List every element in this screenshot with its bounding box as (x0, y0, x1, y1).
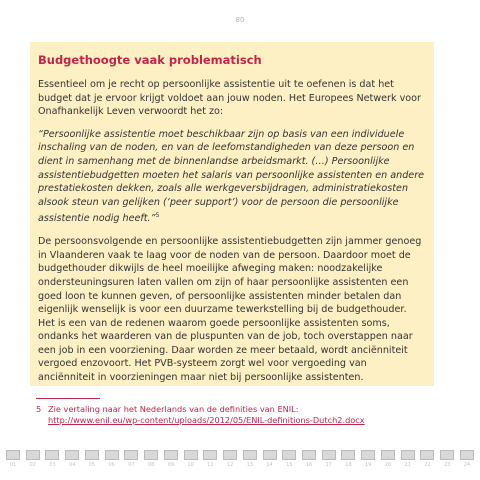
page-thumbnail[interactable] (43, 450, 61, 480)
page-thumbnail[interactable] (320, 450, 338, 480)
page-thumbnail-image (124, 450, 138, 460)
page-thumbnail[interactable] (438, 450, 456, 480)
page-thumbnail-label: 13 (246, 462, 253, 468)
page-thumbnail-image (361, 450, 375, 460)
page-thumbnail-image (105, 450, 119, 460)
quote-text: “Persoonlijke assistentie moet beschikbaar zijn op basis van een individuele inschaling van de noden, en van de leefomstandigheden van deze persoon en dient in samenhang met de binnenlandse arbeidsmarkt. (…) Persoonlijke assistentiebudgetten moeten het salaris van persoonlijke assistenten en andere prestatiekosten dekken, zoals alle werkgeversbijdragen, administratiekosten alsook steun van gelijken (‘peer support’) voor de persoon die persoonlijke assistentie nodig heeft.” (38, 128, 425, 225)
page-thumbnail[interactable] (399, 450, 417, 480)
page-thumbnail-label: 18 (345, 462, 352, 468)
page-thumbnail-image (203, 450, 217, 460)
page-thumbnail-label: 11 (207, 462, 214, 468)
page-thumbnail-image (6, 450, 20, 460)
page-thumbnail-label: 23 (443, 462, 451, 468)
page-thumbnail-image (341, 450, 355, 460)
page-thumbnail-label: 20 (384, 462, 392, 468)
page-thumbnail[interactable] (221, 450, 239, 480)
page-thumbnail[interactable] (280, 450, 298, 480)
page-thumbnail-label: 06 (108, 462, 115, 468)
footnote-divider (36, 398, 100, 399)
page-thumbnail[interactable] (24, 450, 42, 480)
page-thumbnail-label: 16 (305, 462, 313, 468)
page-thumbnail-image (65, 450, 79, 460)
page-thumbnail-image (26, 450, 40, 460)
page-thumbnail[interactable] (63, 450, 81, 480)
page-thumbnail-label: 05 (88, 462, 96, 468)
page-thumbnail[interactable] (339, 450, 357, 480)
page-thumbnail[interactable] (122, 450, 140, 480)
page-thumbnail-label: 08 (147, 462, 155, 468)
page-thumbnail-image (164, 450, 178, 460)
page-thumbnail-label: 22 (424, 462, 431, 468)
page-thumbnail[interactable] (182, 450, 200, 480)
page-thumbnail[interactable] (241, 450, 259, 480)
page-thumbnail-image (282, 450, 296, 460)
quote-paragraph (38, 128, 426, 226)
page-thumbnail[interactable] (418, 450, 436, 480)
page-thumbnail-label: 12 (226, 462, 234, 468)
page-thumbnail-image (144, 450, 158, 460)
page-thumbnail[interactable] (379, 450, 397, 480)
page-thumbnail[interactable] (4, 450, 22, 480)
page-thumbnail[interactable] (162, 450, 180, 480)
page-thumbnail-label: 04 (69, 462, 76, 468)
page-thumbnail-image (322, 450, 336, 460)
page-thumbnail[interactable] (201, 450, 219, 480)
page-thumbnail-strip (0, 450, 480, 480)
footnote-link[interactable]: http://www.enil.eu/wp-content/uploads/2012/05/ENIL-definitions-Dutch2.docx (48, 415, 365, 425)
footnote-reference[interactable]: 5 (155, 212, 160, 220)
page-thumbnail[interactable] (359, 450, 377, 480)
page-thumbnail-label: 17 (325, 462, 332, 468)
page-thumbnail-label: 15 (286, 462, 293, 468)
page-number: 80 (235, 16, 245, 24)
page-thumbnail-image (302, 450, 316, 460)
page-thumbnail-label: 02 (29, 462, 36, 468)
page-thumbnail-image (440, 450, 454, 460)
page-thumbnail-image (460, 450, 474, 460)
page-thumbnail-image (263, 450, 277, 460)
page-thumbnail-image (184, 450, 198, 460)
page-thumbnail-label: 21 (404, 462, 411, 468)
page-thumbnail-image (223, 450, 237, 460)
page-thumbnail[interactable] (103, 450, 121, 480)
page-thumbnail-image (243, 450, 257, 460)
page-thumbnail-image (85, 450, 99, 460)
page-thumbnail-label: 14 (266, 462, 273, 468)
page-thumbnail-image (401, 450, 415, 460)
page-thumbnail-label: 24 (463, 462, 471, 468)
page-thumbnail[interactable] (300, 450, 318, 480)
page-thumbnail-label: 03 (49, 462, 56, 468)
page-thumbnail-label: 10 (187, 462, 194, 468)
page-thumbnail-image (420, 450, 434, 460)
page-thumbnail-label: 01 (9, 462, 17, 468)
footnote-number: 5 (36, 404, 42, 414)
page-thumbnail-image (45, 450, 59, 460)
intro-paragraph: Essentieel om je recht op persoonlijke assistentie uit te oefenen is dat het budget dat je ervoor krijgt voldoet aan jouw noden. Het Europees Netwerk voor Onafhankelijk Leven verwoordt het zo: (38, 79, 421, 118)
highlight-box (30, 42, 434, 386)
page-thumbnail[interactable] (83, 450, 101, 480)
page-thumbnail-label: 07 (128, 462, 135, 468)
body-paragraph: De persoonsvolgende en persoonlijke assistentiebudgetten zijn jammer genoeg in Vlaanderen vaak te laag voor de noden van de persoon. Daardoor moet de budgethouder dikwijls de heel moeilijke afweging maken: noodzakelijke ondersteuningsuren laten vallen om zijn of haar persoonlijke assistenten een goed loon te kunnen geven, of persoonlijke assistenten minder betalen dan eigenlijk wenselijk is voor een duurzame tewerkstelling bij de budgethouder. Het is een van de redenen waarom goede persoonlijke assistenten soms, ondanks het waarderen van de pluspunten van de job, toch overstappen naar een job in een voorziening. Daar worden ze meer betaald, wordt anciënniteit vergoed enzovoort. Het PVB-systeem zorgt wel voor vergoeding van anciënniteit in voorzieningen maar niet bij persoonlijke assistenten. (38, 236, 422, 384)
footnote-text: Zie vertaling naar het Nederlands van de definities van ENIL: (48, 404, 299, 414)
page-thumbnail[interactable] (142, 450, 160, 480)
box-title: Budgethoogte vaak problematisch (38, 53, 262, 67)
page-thumbnail[interactable] (458, 450, 476, 480)
page-thumbnail[interactable] (261, 450, 279, 480)
page-thumbnail-label: 19 (365, 462, 372, 468)
page-thumbnail-image (381, 450, 395, 460)
page-thumbnail-label: 09 (167, 462, 175, 468)
footnote (36, 404, 456, 426)
